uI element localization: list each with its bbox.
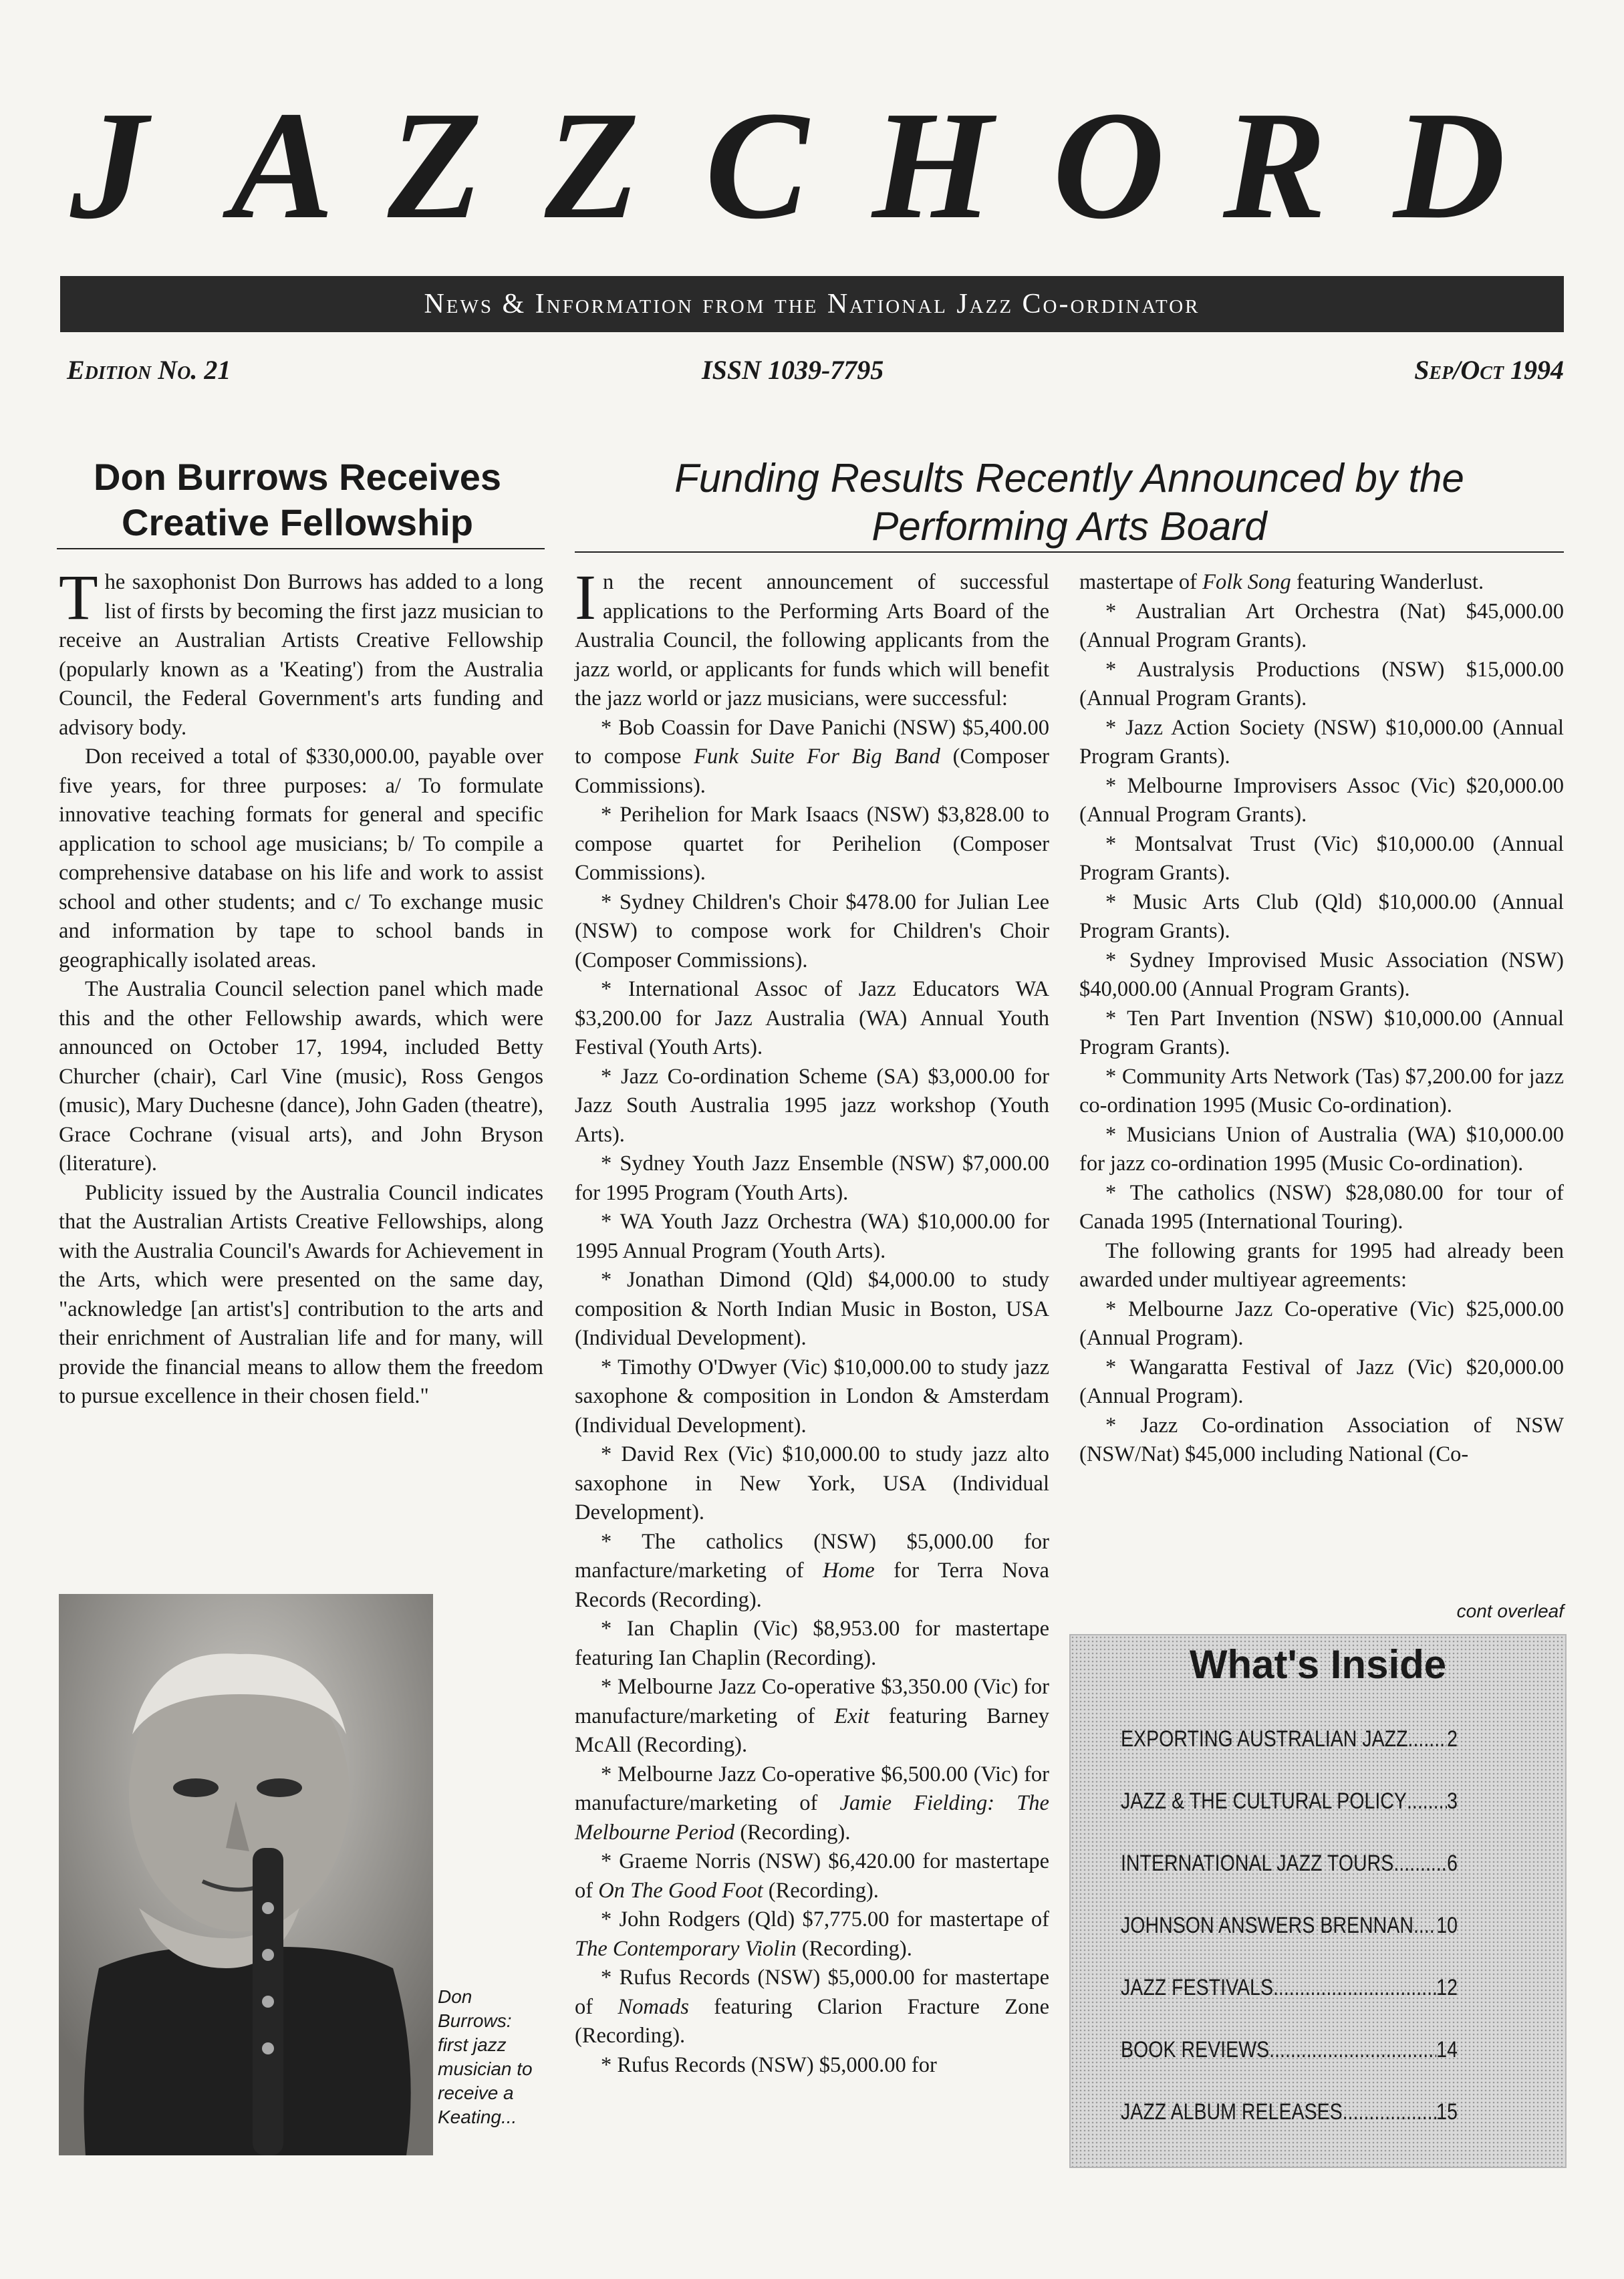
item-text: * Jazz Action Society (NSW) $10,000.00 (Annual Program Grants). <box>1079 715 1564 769</box>
work-title: Nomads <box>618 1994 689 2019</box>
item-text: * The catholics (NSW) $28,080.00 for tour of Canada 1995 (International Touring). <box>1079 1180 1564 1234</box>
portrait-photo <box>59 1594 433 2155</box>
funding-item <box>1079 1121 1564 1179</box>
item-text: * Jonathan Dimond (Qld) $4,000.00 to study composition & North Indian Music in Boston, USA (Individual Development). <box>575 1268 1049 1350</box>
masthead-letter: Z <box>388 80 483 251</box>
item-text: mastertape of <box>1079 570 1203 594</box>
funding-item <box>575 1353 1049 1441</box>
item-text: * Ten Part Invention (NSW) $10,000.00 (Annual Program Grants). <box>1079 1006 1564 1059</box>
item-text: * Ian Chaplin (Vic) $8,953.00 for mastertape featuring Ian Chaplin (Recording). <box>575 1617 1049 1670</box>
funding-item <box>1079 714 1564 772</box>
item-text: * Melbourne Jazz Co-operative $6,500.00 (Vic) for manufacture/marketing of <box>575 1762 1049 1815</box>
paragraph: Don received a total of $330,000.00, payable over five years, for three purposes: a/ To formulate innovative teaching formats for general and specific application to school age musicians; b/ To compile a comprehensive database on his life and work to assist school and other students; and c/ To exchange music and information by tape to school bands in geographically isolated areas. <box>59 745 543 972</box>
whats-inside-title: What's Inside <box>1189 1642 1447 1687</box>
item-text: * Sydney Improvised Music Association (NSW) $40,000.00 (Annual Program Grants). <box>1079 948 1564 1001</box>
right-title-line1: Funding Results Recently Announced by the <box>674 456 1464 501</box>
contents-page: 12 <box>1436 1975 1458 2000</box>
funding-item <box>575 1673 1049 1760</box>
item-text: * Melbourne Jazz Co-operative (Vic) $25,000.00 (Annual Program). <box>1079 1297 1564 1350</box>
item-text: * Sydney Youth Jazz Ensemble (NSW) $7,000.00 for 1995 Program (Youth Arts). <box>575 1152 1049 1205</box>
contents-page: 10 <box>1436 1913 1458 1938</box>
contents-item[interactable] <box>1121 2095 1458 2129</box>
edition-number: Edition No. 21 <box>67 355 231 385</box>
funding-item <box>575 1905 1049 1964</box>
contents-item[interactable] <box>1121 1784 1458 1818</box>
funding-item <box>575 1063 1049 1150</box>
funding-item <box>575 1266 1049 1353</box>
funding-item <box>575 1847 1049 1905</box>
issn: ISSN 1039-7795 <box>702 355 884 385</box>
item-text: * Sydney Children's Choir $478.00 for Julian Lee (NSW) to compose work for Children's Choir (Composer Commissions). <box>575 890 1049 972</box>
funding-item <box>1079 568 1564 597</box>
leader-dots <box>1407 1784 1447 1818</box>
issue-date: Sep/Oct 1994 <box>1414 355 1564 385</box>
item-text: * The catholics (NSW) $5,000.00 for manfacture/marketing of <box>575 1529 1049 1583</box>
left-title-line1: Don Burrows Receives <box>94 456 501 498</box>
item-text: featuring Clarion Fracture Zone (Recording). <box>575 1994 1050 2048</box>
contents-label: JAZZ & THE CULTURAL POLICY <box>1121 1788 1407 1814</box>
funding-item <box>1079 772 1564 830</box>
leader-dots <box>1273 1971 1436 2004</box>
item-text: * Bob Coassin for Dave Panichi (NSW) $5,400.00 to compose <box>575 715 1049 769</box>
paragraph: The saxophonist Don Burrows has added to a long list of firsts by becoming the first jazz musician to receive an Australian Artists Creative Fellowship (popularly known as a 'Keating') from the Australia Council, the Federal Government's arts funding and advisory body. <box>59 561 543 740</box>
left-article-body <box>59 561 543 1412</box>
item-text: * Australian Art Orchestra (Nat) $45,000.00 (Annual Program Grants). <box>1079 599 1564 652</box>
masthead-letter: H <box>872 80 993 251</box>
work-title: Folk Song <box>1202 570 1291 594</box>
contents-label: JAZZ FESTIVALS <box>1121 1975 1273 2000</box>
funding-item <box>575 714 1049 801</box>
item-text: * Montsalvat Trust (Vic) $10,000.00 (Annual Program Grants). <box>1079 831 1564 885</box>
contents-item[interactable] <box>1121 1909 1458 1942</box>
masthead-letter: J <box>70 80 148 251</box>
dropcap: I <box>575 561 596 633</box>
item-text: * Australysis Productions (NSW) $15,000.00 (Annual Program Grants). <box>1079 657 1564 710</box>
funding-item <box>1079 830 1564 888</box>
contents-page: 2 <box>1447 1726 1458 1752</box>
funding-list <box>1079 568 1564 1470</box>
item-text: * Wangaratta Festival of Jazz (Vic) $20,000.00 (Annual Program). <box>1079 1355 1564 1408</box>
work-title: Home <box>823 1559 875 1583</box>
leader-dots <box>1408 1722 1448 1756</box>
funding-item <box>575 1964 1049 2051</box>
dropcap: T <box>59 561 98 633</box>
funding-item <box>575 975 1049 1063</box>
funding-item <box>575 801 1049 888</box>
item-text: * Jazz Co-ordination Association of NSW (NSW/Nat) $45,000 including National (Co- <box>1079 1413 1564 1466</box>
funding-item <box>575 1440 1049 1528</box>
contents-label: BOOK REVIEWS <box>1121 2037 1270 2062</box>
contents-item[interactable] <box>1121 1971 1458 2004</box>
masthead-title <box>0 79 1624 253</box>
item-text: * WA Youth Jazz Orchestra (WA) $10,000.00 for 1995 Annual Program (Youth Arts). <box>575 1210 1049 1263</box>
work-title: Funk Suite For Big Band <box>694 745 940 769</box>
item-text: for Terra Nova Records (Recording). <box>575 1559 1049 1612</box>
contents-item[interactable] <box>1121 1722 1458 1756</box>
funding-item <box>575 2051 1049 2081</box>
masthead-letter: O <box>1053 80 1165 251</box>
funding-item <box>575 888 1049 976</box>
photo-caption: Don Burrows: first jazz musician to receive a Keating... <box>438 1986 533 2127</box>
right-title-rule <box>575 551 1564 553</box>
paragraph: In the recent announcement of successful applications to the Performing Arts Board of the Australia Council, the following applicants from the jazz world, or applicants for funds which will benefit the jazz world or jazz musicians, were successful: <box>575 561 1049 710</box>
item-text: * Melbourne Improvisers Assoc (Vic) $20,000.00 (Annual Program Grants). <box>1079 773 1564 827</box>
right-article-title <box>575 454 1564 551</box>
item-text: * Timothy O'Dwyer (Vic) $10,000.00 to study jazz saxophone & composition in London & Amsterdam (Individual Development). <box>575 1355 1049 1438</box>
left-title-line2: Creative Fellowship <box>122 501 473 543</box>
item-text: * Community Arts Network (Tas) $7,200.00 for jazz co-ordination 1995 (Music Co-ordination). <box>1079 1064 1564 1117</box>
funding-item <box>1079 1004 1564 1063</box>
contents-label: INTERNATIONAL JAZZ TOURS <box>1121 1851 1394 1876</box>
masthead-letter: C <box>705 80 809 251</box>
leader-dots <box>1269 2033 1436 2066</box>
masthead-letter: A <box>231 80 334 251</box>
don-burrows-portrait-icon <box>59 1594 433 2155</box>
funding-item <box>575 1528 1049 1615</box>
work-title: Exit <box>834 1704 869 1728</box>
contents-page: 14 <box>1436 2037 1458 2062</box>
funding-item <box>1079 946 1564 1004</box>
work-title: On The Good Foot <box>598 1878 763 1903</box>
left-title-rule <box>57 548 545 549</box>
work-title: The Contemporary Violin <box>575 1936 797 1961</box>
funding-item <box>1079 597 1564 656</box>
leader-dots <box>1393 1847 1447 1880</box>
item-text: featuring Barney McAll (Recording). <box>575 1704 1049 1757</box>
funding-item <box>1079 656 1564 714</box>
work-title: Jamie Fielding: The Melbourne Period <box>575 1791 1049 1845</box>
masthead-letter: R <box>1223 80 1327 251</box>
contents-label: JOHNSON ANSWERS BRENNAN <box>1121 1913 1413 1938</box>
funding-item <box>1079 1237 1564 1295</box>
right-title-line2: Performing Arts Board <box>871 504 1267 549</box>
item-text: (Recording). <box>796 1936 912 1961</box>
edition-row <box>60 354 1564 394</box>
item-text: (Composer Commissions). <box>575 745 1049 798</box>
funding-item <box>575 1208 1049 1266</box>
contents-item[interactable] <box>1121 2033 1458 2066</box>
paragraph: The Australia Council selection panel which made this and the other Fellowship awards, which were announced on October 17, 1994, included Betty Churcher (chair), Carl Vine (music), Ross Gengos (music), Mary Duchesne (dance), John Gaden (theatre), Grace Cochrane (visual arts), and John Bryson (literature). <box>59 977 543 1176</box>
continued-overleaf: cont overleaf <box>1456 1601 1564 1621</box>
item-text: * Perihelion for Mark Isaacs (NSW) $3,828.00 to compose quartet for Perihelion (Composer Commissions). <box>575 803 1049 885</box>
left-article-title <box>50 454 545 545</box>
funding-item <box>575 1615 1049 1673</box>
item-text: * Rufus Records (NSW) $5,000.00 for mastertape of <box>575 1966 1049 2019</box>
leader-dots <box>1343 2095 1437 2129</box>
item-text: * John Rodgers (Qld) $7,775.00 for mastertape of <box>601 1907 1049 1931</box>
funding-item <box>575 1760 1049 1848</box>
funding-item <box>1079 888 1564 946</box>
item-text: (Recording). <box>763 1878 879 1903</box>
funding-column-3 <box>1079 568 1564 1470</box>
item-text: (Recording). <box>734 1820 851 1845</box>
item-text: * Melbourne Jazz Co-operative $3,350.00 (Vic) for manufacture/marketing of <box>575 1675 1049 1728</box>
funding-column-2 <box>575 561 1050 2080</box>
item-text: * Rufus Records (NSW) $5,000.00 for <box>601 2052 937 2077</box>
contents-label: EXPORTING AUSTRALIAN JAZZ <box>1121 1726 1408 1752</box>
item-text: * Music Arts Club (Qld) $10,000.00 (Annual Program Grants). <box>1079 890 1564 943</box>
funding-item <box>575 1150 1049 1208</box>
item-text: * David Rex (Vic) $10,000.00 to study jazz alto saxophone in New York, USA (Individual Development). <box>575 1442 1049 1524</box>
tagline-banner: News & Information from the National Jazz Co-ordinator <box>60 276 1564 332</box>
item-text: * Jazz Co-ordination Scheme (SA) $3,000.00 for Jazz South Australia 1995 jazz workshop (Youth Arts). <box>575 1064 1049 1147</box>
funding-item <box>1079 1179 1564 1237</box>
masthead-letter: D <box>1393 80 1506 251</box>
item-text: * Musicians Union of Australia (WA) $10,000.00 for jazz co-ordination 1995 (Music Co-ordination). <box>1079 1122 1564 1176</box>
paragraph: Publicity issued by the Australia Council indicates that the Australian Artists Creative Fellowships, along with the Australia Council's Awards for Achievement in the Arts, which were presented on the same day, "acknowledge [an artist's] contribution to the arts and their enrichment of Australian life and for many, will provide the financial means to allow them the freedom to pursue excellence in their chosen field." <box>59 1180 543 1408</box>
item-text: * Graeme Norris (NSW) $6,420.00 for mastertape of <box>575 1849 1049 1903</box>
item-text: * International Assoc of Jazz Educators WA $3,200.00 for Jazz Australia (WA) Annual Youth Festival (Youth Arts). <box>575 977 1049 1059</box>
contents-page: 3 <box>1447 1788 1458 1814</box>
leader-dots <box>1413 1909 1436 1942</box>
item-text: The following grants for 1995 had already been awarded under multiyear agreements: <box>1079 1238 1564 1292</box>
funding-list <box>575 714 1049 2081</box>
whats-inside-box <box>1069 1634 1567 2168</box>
contents-label: JAZZ ALBUM RELEASES <box>1121 2099 1343 2125</box>
masthead-letter: Z <box>545 80 640 251</box>
contents-item[interactable] <box>1121 1847 1458 1880</box>
funding-item <box>1079 1412 1564 1470</box>
contents-page: 15 <box>1436 2099 1458 2125</box>
funding-item <box>1079 1353 1564 1412</box>
funding-item <box>1079 1295 1564 1353</box>
item-text: featuring Wanderlust. <box>1291 570 1484 594</box>
funding-item <box>1079 1063 1564 1121</box>
contents-page: 6 <box>1447 1851 1458 1876</box>
